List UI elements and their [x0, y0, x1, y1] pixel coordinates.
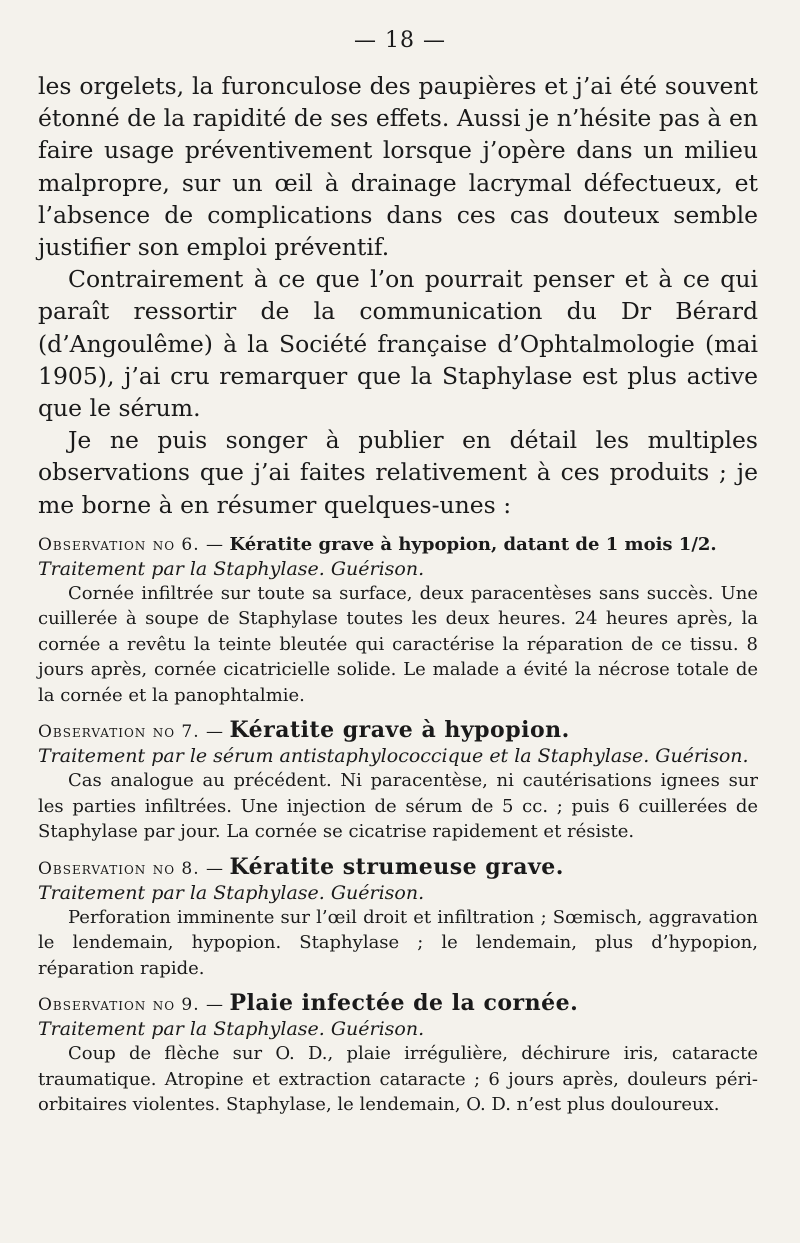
paragraph-3: Je ne puis songer à publier en détail les multiples observations que j’ai faites relativement à ces produits ; je me borne à en résumer quelques-unes : — [38, 426, 758, 519]
observation-heading — [38, 855, 758, 881]
observation-title: Kératite grave à hypopion, datant de 1 mois 1/2. — [229, 533, 717, 555]
observation-heading — [38, 718, 758, 744]
paragraph-2: Contrairement à ce que l’on pourrait penser et à ce qui paraît ressortir de la communication du Dr Bérard (d’Angoulême) à la Société française d’Ophtalmologie (mai 1905), j’ai cru remarquer que la Staphylase est plus active que le sérum. — [38, 265, 758, 423]
observation-treatment: Traitement par la Staphylase. Guérison. — [38, 1018, 425, 1041]
observation-label: Observation no 6. — — [38, 534, 225, 555]
paragraph-1: les orgelets, la furonculose des paupières et j’ai été souvent étonné de la rapidité de ses effets. Aussi je n’hésite pas à en faire usage préventivement lorsque j’opère dans un milieu malpropre, sur un œil à drainage lacrymal défectueux, et l’absence de complications dans ces cas douteux semble justifier son emploi préventif. — [38, 72, 758, 262]
observation-body: Perforation imminente sur l’œil droit et infiltration ; Sœmisch, aggravation le lendemain, hypopion. Staphylase ; le lendemain, plus d’hypopion, réparation rapide. — [38, 906, 758, 979]
observation-body: Cas analogue au précédent. Ni paracentèse, ni cautérisations ignees sur les parties infiltrées. Une injection de sérum de 5 cc. ; puis 6 cuillerées de Staphylase par jour. La cornée se cicatrise rapidement et résiste. — [38, 770, 758, 843]
observation-6 — [38, 533, 758, 709]
observation-heading — [38, 533, 758, 557]
observation-heading — [38, 991, 758, 1017]
observation-body: Coup de flèche sur O. D., plaie irrégulière, déchirure iris, cataracte traumatique. Atropine et extraction cataracte ; 6 jours après, douleurs péri-orbitaires violentes. Staphylase, le lendemain, O. D. n’est plus douloureux. — [38, 1043, 758, 1116]
page-body — [38, 70, 758, 1128]
observation-8 — [38, 855, 758, 982]
page-number: — 18 — — [354, 28, 446, 53]
observation-9 — [38, 991, 758, 1118]
observation-7 — [38, 718, 758, 845]
observation-label: Observation no 8. — — [38, 858, 225, 879]
observation-title: Plaie infectée de la cornée. — [229, 990, 579, 1017]
observation-treatment: Traitement par le sérum antistaphylococcique et la Staphylase. Guérison. — [38, 745, 749, 768]
observation-label: Observation no 7. — — [38, 722, 225, 743]
observation-label: Observation no 9. — — [38, 995, 225, 1016]
observation-title: Kératite strumeuse grave. — [229, 853, 564, 880]
observation-body: Cornée infiltrée sur toute sa surface, deux paracentèses sans succès. Une cuillerée à soupe de Staphylase toutes les deux heures. 24 heures après, la cornée a revêtu la teinte bleutée qui caractérise la réparation de ce tissu. 8 jours après, cornée cicatricielle solide. Le malade a évité la nécrose totale de la cornée et la panophtalmie. — [38, 582, 758, 706]
observation-treatment: Traitement par la Staphylase. Guérison. — [38, 557, 425, 580]
observation-title: Kératite grave à hypopion. — [229, 717, 570, 744]
observation-treatment: Traitement par la Staphylase. Guérison. — [38, 881, 425, 904]
